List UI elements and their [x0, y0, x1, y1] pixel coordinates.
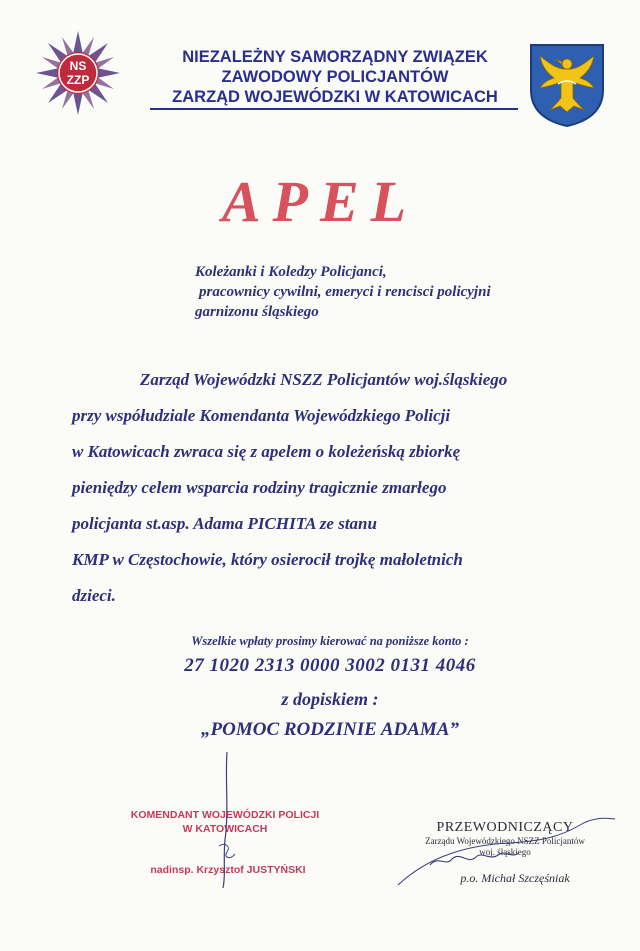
- appeal-body: [72, 362, 592, 614]
- greeting-line: Koleżanki i Koledzy Policjanci,: [195, 264, 387, 280]
- left-signatory-name: nadinsp. Krzysztof JUSTYŃSKI: [150, 864, 306, 876]
- chairman-title: PRZEWODNICZĄCY: [436, 820, 574, 835]
- body-line: KMP w Częstochowie, który osierocił trojkę małoletnich: [72, 550, 463, 569]
- body-line: pieniędzy celem wsparcia rodziny tragicznie zmarłego: [72, 478, 447, 497]
- silesia-coat-of-arms-icon: [528, 42, 606, 128]
- stamp-line: KOMENDANT WOJEWÓDZKI POLICJI: [130, 809, 320, 821]
- body-line: przy współudziale Komendanta Wojewódzkiego Policji: [72, 406, 451, 425]
- org-line: ZARZĄD WOJEWÓDZKI W KATOWICACH: [172, 88, 498, 106]
- body-line: policjanta st.asp. Adama PICHITA ze stanu: [72, 514, 377, 533]
- payment-instruction: Wszelkie wpłaty prosimy kierować na poniższe konto :: [191, 634, 469, 648]
- org-line: NIEZALEŻNY SAMORZĄDNY ZWIĄZEK: [182, 48, 488, 66]
- greeting-line: pracownicy cywilni, emeryci i rencisci policyjni: [199, 284, 491, 300]
- payment-note-value: „POMOC RODZINIE ADAMA”: [201, 719, 459, 740]
- body-line: w Katowicach zwraca się z apelem o koleżeńską zbiorkę: [72, 442, 461, 461]
- header-divider: [150, 108, 518, 110]
- org-line: ZAWODOWY POLICJANTÓW: [221, 68, 449, 86]
- org-header: [140, 47, 530, 107]
- svg-text:ZZP: ZZP: [66, 73, 90, 87]
- nszzp-logo-icon: [35, 30, 121, 116]
- greeting: [195, 262, 595, 322]
- left-handwritten-signature: [205, 750, 245, 890]
- chairman-org-line: woj. śląskiego: [479, 847, 531, 857]
- logo-text: NS: [69, 59, 87, 73]
- right-handwritten-signature: [390, 815, 620, 890]
- body-line: Zarząd Wojewódzki NSZZ Policjantów woj.śląskiego: [140, 370, 508, 389]
- chairman-org-line: Zarządu Wojewódzkiego NSZZ Policjantów: [425, 836, 585, 846]
- greeting-line: garnizonu śląskiego: [195, 304, 319, 320]
- right-signatory-name: p.o. Michał Szczęśniak: [460, 871, 570, 885]
- payment-note-label: z dopiskiem :: [281, 689, 379, 709]
- stamp-line: W KATOWICACH: [182, 823, 268, 835]
- document-title: APEL: [221, 169, 419, 234]
- bank-account-number: 27 1020 2313 0000 3002 0131 4046: [184, 655, 476, 676]
- body-line: dzieci.: [72, 586, 116, 605]
